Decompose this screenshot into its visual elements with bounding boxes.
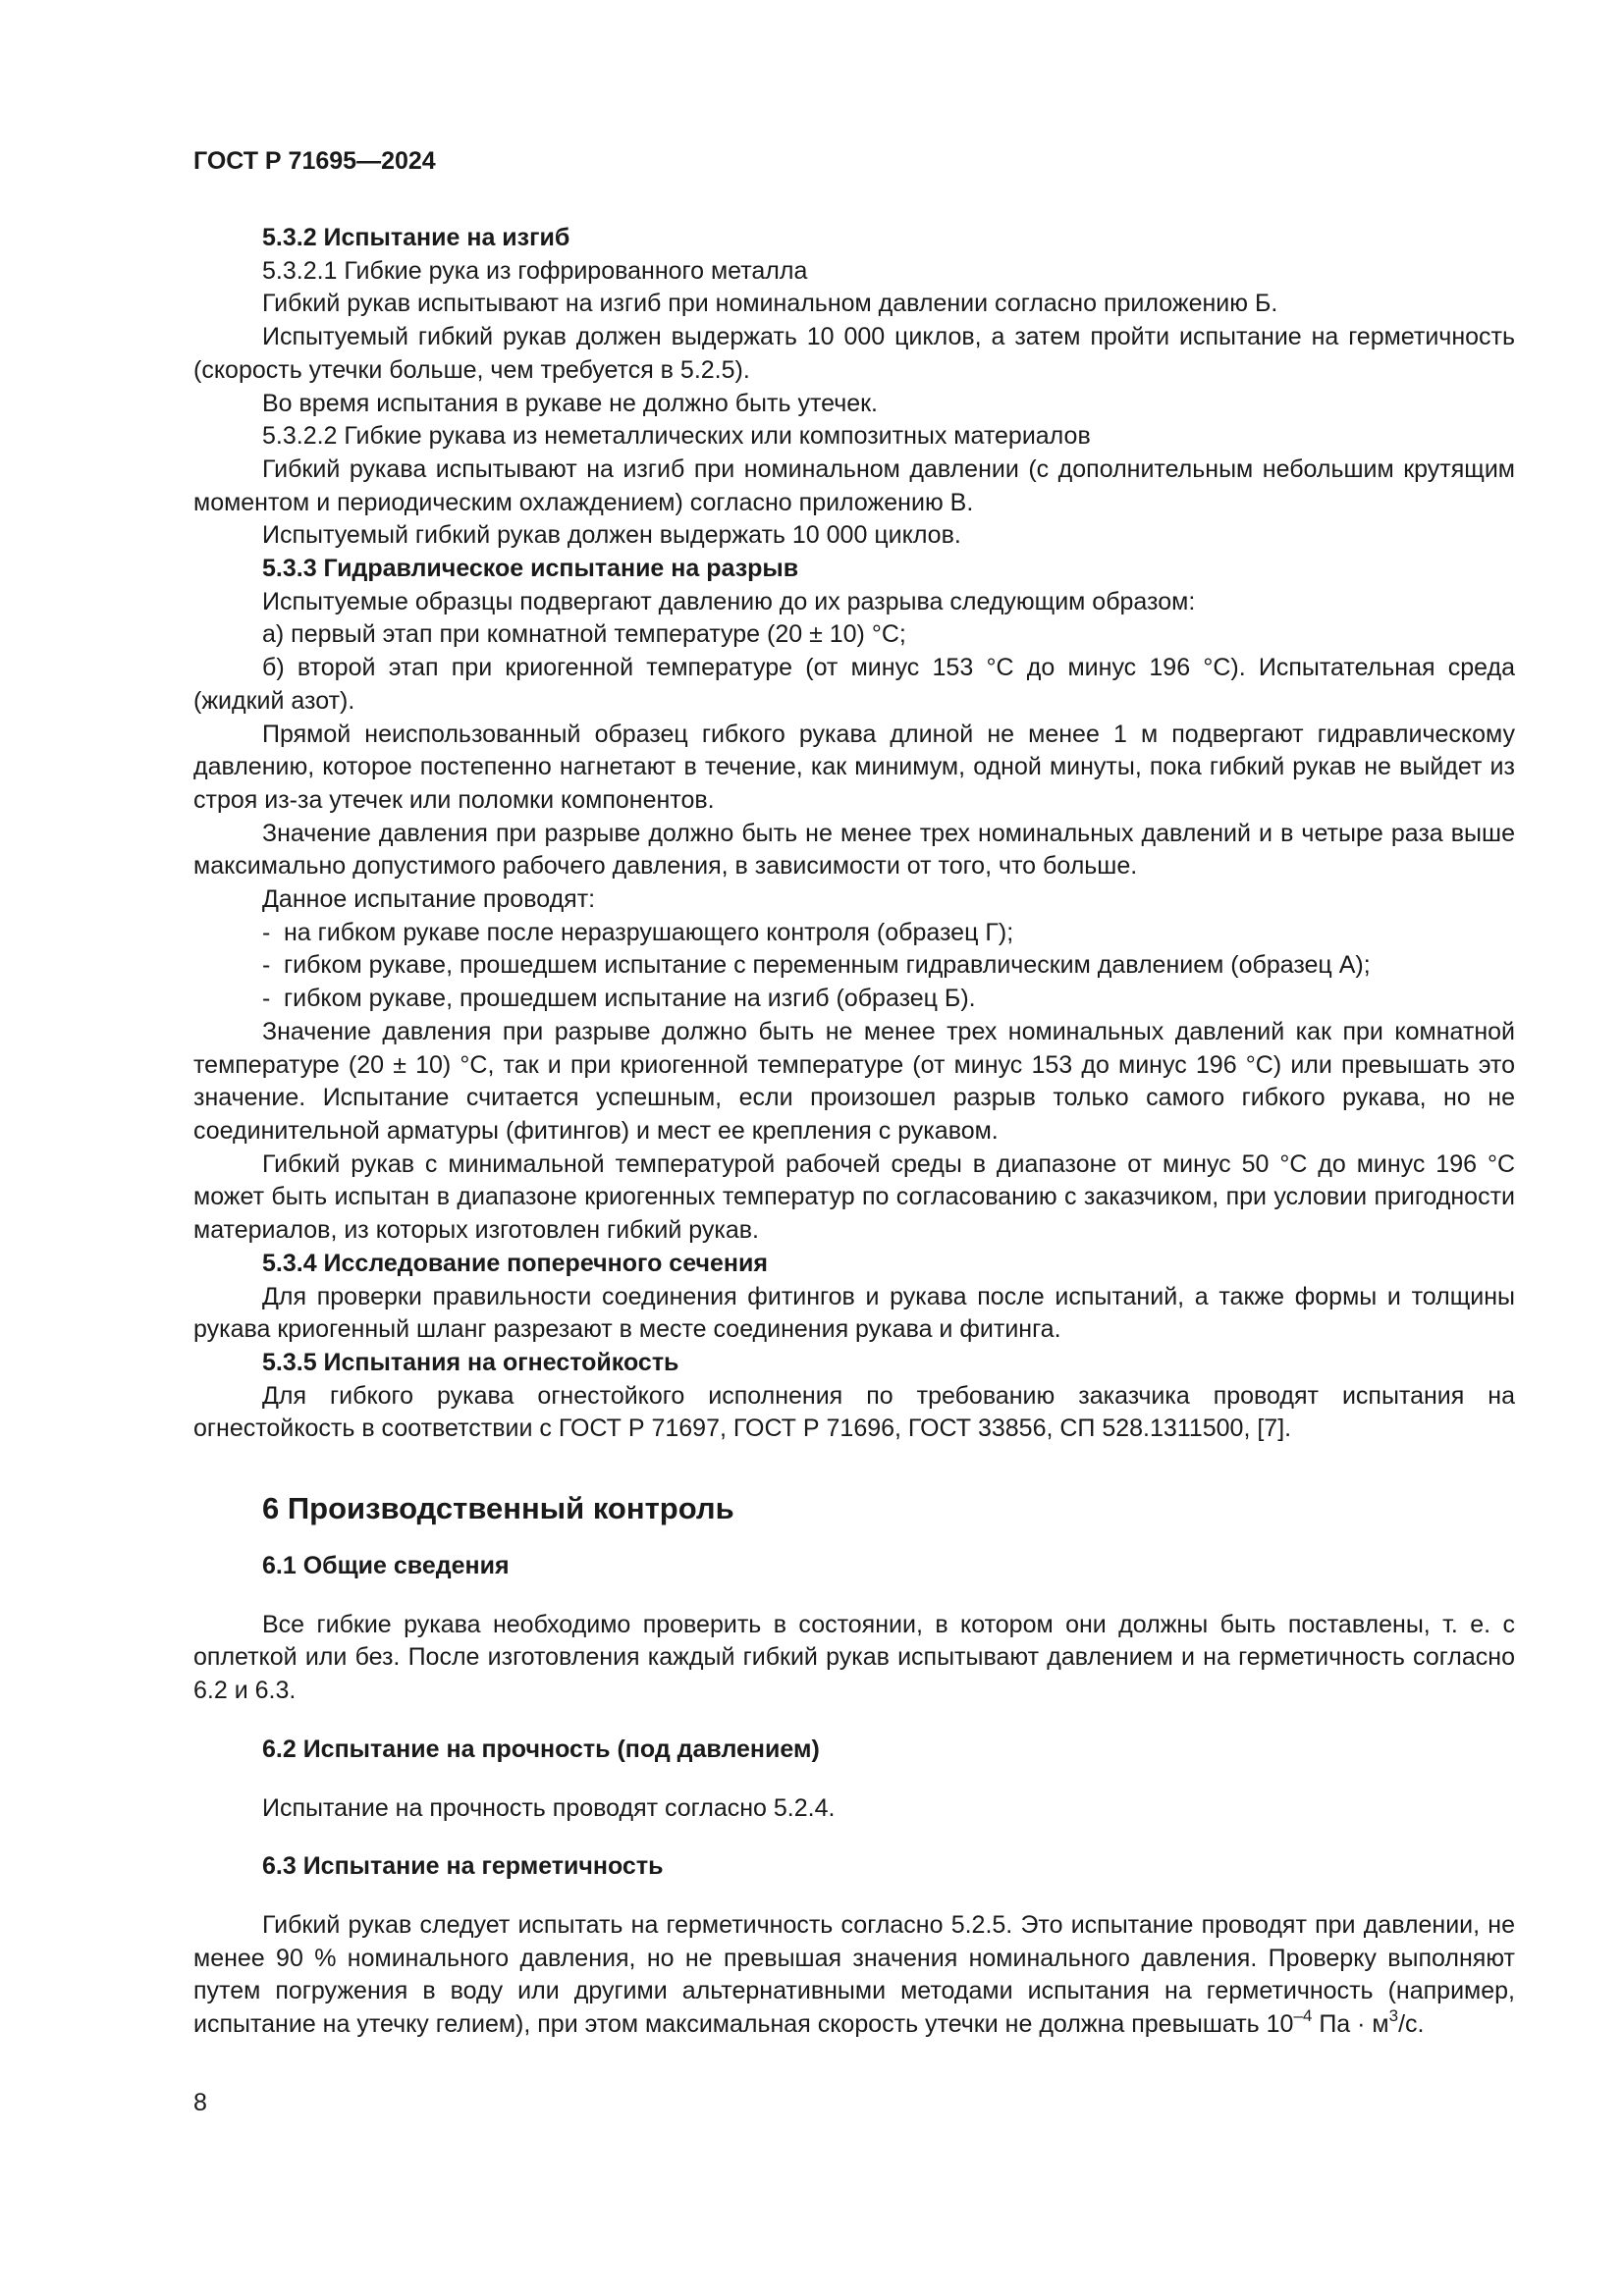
paragraph: Для проверки правильности соединения фитингов и рукава после испытаний, а также формы и толщины рукава криогенный шланг разрезают в месте соединения рукава и фитинга. <box>193 1282 1515 1344</box>
paragraph: Гибкий рукава испытывают на изгиб при номинальном давлении (с дополнительным небольшим крутящим моментом и периодическим охлаждением) согласно приложению В. <box>193 454 1515 516</box>
exponent: 3 <box>1388 2005 1399 2025</box>
paragraph-text: Па · м <box>1312 2010 1389 2039</box>
heading-5-3-3: 5.3.3 Гидравлическое испытание на разрыв <box>262 555 799 583</box>
list-item: а) первый этап при комнатной температуре (20 ± 10) °С; <box>262 620 906 649</box>
paragraph: Испытание на прочность проводят согласно 5.2.4. <box>262 1793 836 1822</box>
list-item: б) второй этап при криогенной температуре (от минус 153 °С до минус 196 °С). Испытательная среда (жидкий азот). <box>193 654 1515 715</box>
paragraph: Гибкий рукав с минимальной температурой рабочей среды в диапазоне от минус 50 °С до минус 196 °С может быть испытан в диапазоне криогенных температур по согласованию с заказчиком, при условии пригодности материалов, из которых изготовлен гибкий рукав. <box>193 1149 1515 1245</box>
paragraph: Значение давления при разрыве должно быть не менее трех номинальных давлений как при комнатной температуре (20 ± 10) °С, так и при криогенной температуре (от минус 153 до минус 196 °С) или превышать это значение. Испытание считается успешным, если произошел разрыв только самого гибкого рукава, но не соединительной арматуры (фитингов) и мест ее крепления с рукавом. <box>193 1017 1515 1145</box>
dash-bullet: - <box>262 951 271 980</box>
paragraph: Испытуемые образцы подвергают давлению до их разрыва следующим образом: <box>262 587 1196 615</box>
heading-5-3-4: 5.3.4 Исследование поперечного сечения <box>262 1249 768 1277</box>
heading-6-2: 6.2 Испытание на прочность (под давлением) <box>262 1735 820 1763</box>
paragraph: 5.3.2.2 Гибкие рукава из неметаллических или композитных материалов <box>262 422 1091 451</box>
dash-list-text: гибком рукаве, прошедшем испытание с переменным гидравлическим давлением (образец А); <box>284 951 1371 980</box>
paragraph-text: /с. <box>1398 2010 1425 2039</box>
paragraph: Данное испытание проводят: <box>262 885 596 914</box>
paragraph <box>193 1909 1515 2042</box>
paragraph-text: Гибкий рукав следует испытать на герметичность согласно 5.2.5. Это испытание проводят при давлении, не менее 90 % номинального давления, но не превышая значения номинального давления. Проверку выполняют путем погружения в воду или другими альтернативными методами испытания на герметичность (например, испытание на утечку гелием), при этом максимальная скорость утечки не должна превышать 10 <box>193 1910 1515 2039</box>
dash-list-text: на гибком рукаве после неразрушающего контроля (образец Г); <box>284 918 1014 946</box>
dash-bullet: - <box>262 918 271 946</box>
heading-6-3: 6.3 Испытание на герметичность <box>262 1852 664 1881</box>
dash-bullet: - <box>262 985 271 1013</box>
paragraph: Испытуемый гибкий рукав должен выдержать 10 000 циклов, а затем пройти испытание на герметичность (скорость утечки больше, чем требуется в 5.2.5). <box>193 323 1515 384</box>
paragraph: Испытуемый гибкий рукав должен выдержать 10 000 циклов. <box>262 521 961 550</box>
heading-6-1: 6.1 Общие сведения <box>262 1552 510 1580</box>
paragraph: 5.3.2.1 Гибкие рука из гофрированного металла <box>262 256 808 285</box>
heading-5-3-2: 5.3.2 Испытание на изгиб <box>262 224 570 251</box>
dash-list-text: гибком рукаве, прошедшем испытание на изгиб (образец Б). <box>284 985 976 1013</box>
dash-list-item <box>193 949 1515 983</box>
document-body <box>193 222 1515 2042</box>
paragraph: Все гибкие рукава необходимо проверить в состоянии, в котором они должны быть поставлены, т. е. с оплеткой или без. После изготовления каждый гибкий рукав испытывают давлением и на герметичность согласно 6.2 и 6.3. <box>193 1610 1515 1705</box>
paragraph: Прямой неиспользованный образец гибкого рукава длиной не менее 1 м подвергают гидравлическому давлению, которое постепенно нагнетают в течение, как минимум, одной минуты, пока гибкий рукав не выйдет из строя из-за утечек или поломки компонентов. <box>193 720 1515 814</box>
document-header: ГОСТ Р 71695—2024 <box>193 147 436 175</box>
dash-list-item <box>193 917 1515 950</box>
page-number: 8 <box>193 2089 207 2116</box>
paragraph: Во время испытания в рукаве не должно быть утечек. <box>262 389 879 417</box>
paragraph: Для гибкого рукава огнестойкого исполнения по требованию заказчика проводят испытания на огнестойкость в соответствии с ГОСТ Р 71697, ГОСТ Р 71696, ГОСТ 33856, СП 528.1311500, [7]. <box>193 1381 1515 1443</box>
paragraph: Значение давления при разрыве должно быть не менее трех номинальных давлений и в четыре раза выше максимально допустимого рабочего давления, в зависимости от того, что больше. <box>193 819 1515 881</box>
dash-list-item <box>193 983 1515 1016</box>
paragraph: Гибкий рукав испытывают на изгиб при номинальном давлении согласно приложению Б. <box>262 290 1278 318</box>
exponent: –4 <box>1293 2005 1313 2025</box>
section-heading-6: 6 Производственный контроль <box>262 1491 734 1526</box>
heading-5-3-5: 5.3.5 Испытания на огнестойкость <box>262 1348 679 1376</box>
